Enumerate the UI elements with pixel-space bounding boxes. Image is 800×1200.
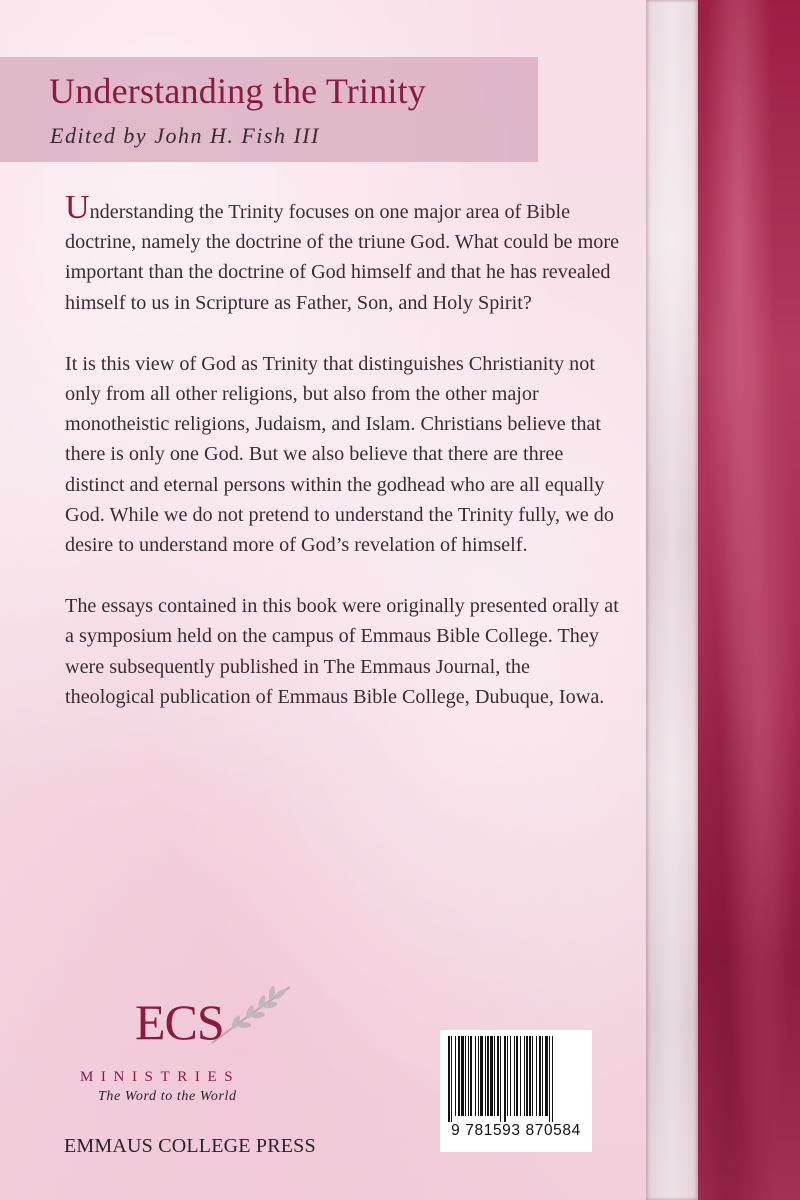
- blurb-paragraph-3: The essays contained in this book were originally presented orally at a symposium held on the campus of Emmaus Bible College. They were subsequently published in The Emmaus Journal, the theological publication of Emmaus Bible College, Dubuque, Iowa.: [65, 595, 619, 708]
- barcode-bar: [536, 1036, 537, 1116]
- barcode-bar: [480, 1036, 483, 1116]
- barcode-bar: [545, 1036, 548, 1116]
- barcode-bar: [497, 1036, 499, 1116]
- spine-light-strip: [646, 0, 698, 1200]
- barcode-bar: [507, 1036, 508, 1116]
- barcode-bar: [552, 1036, 553, 1122]
- isbn-digits: 9 781593 870584: [451, 1122, 581, 1139]
- barcode-bar: [494, 1036, 495, 1116]
- barcode-bar: [529, 1036, 531, 1116]
- drop-cap: U: [65, 189, 90, 226]
- barcode-bar: [532, 1036, 533, 1116]
- barcode-bar: [451, 1036, 452, 1122]
- barcode-bar: [487, 1036, 489, 1116]
- logo-tagline: The Word to the World: [98, 1089, 237, 1104]
- logo-ministries-text: MINISTRIES: [80, 1069, 241, 1085]
- barcode-bar: [485, 1036, 486, 1116]
- barcode-bar: [549, 1036, 550, 1122]
- barcode-bar: [465, 1036, 466, 1116]
- barcode-bar: [458, 1036, 460, 1116]
- blurb: [65, 189, 620, 743]
- book-title: Understanding the Trinity: [49, 71, 427, 111]
- barcode-bar: [510, 1036, 511, 1116]
- barcode-bar: [539, 1036, 541, 1116]
- publisher-name: EMMAUS COLLEGE PRESS: [64, 1135, 316, 1157]
- barcode-bar: [542, 1036, 543, 1116]
- barcode-bar: [461, 1036, 464, 1116]
- blurb-paragraph-1-text: nderstanding the Trinity focuses on one major area of Bible doctrine, namely the doctrine of the triune God. What could be more important than the doctrine of God himself and that he has revealed himself to us in Scripture as Father, Son, and Holy Spirit?: [65, 201, 620, 314]
- logo-ecs-text: ECS: [135, 994, 224, 1050]
- barcode-bars-icon: [448, 1036, 584, 1122]
- barcode-bar: [516, 1036, 518, 1116]
- barcode-bar: [504, 1036, 506, 1122]
- barcode-bar: [520, 1036, 521, 1116]
- spine-dark-strip: [698, 0, 800, 1200]
- barcode-bar: [500, 1036, 501, 1122]
- barcode-bar: [455, 1036, 456, 1116]
- book-editor: Edited by John H. Fish III: [50, 123, 320, 148]
- barcode-bar: [526, 1036, 528, 1116]
- isbn-barcode: [440, 1030, 592, 1152]
- blurb-paragraph-2: It is this view of God as Trinity that distinguishes Christianity not only from all other religions, but also from the other major monotheistic religions, Judaism, and Islam. Christians believe that there is only one God. But we also believe that there are three distinct and eternal persons within the godhead who are all equally God. While we do not pretend to understand the Trinity fully, we do desire to understand more of God’s revelation of himself.: [65, 352, 614, 557]
- barcode-bar: [478, 1036, 479, 1116]
- barcode-bar: [475, 1036, 476, 1116]
- barcode-bar: [524, 1036, 525, 1116]
- barcode-bar: [448, 1036, 450, 1122]
- barcode-bar: [468, 1036, 469, 1116]
- barcode-bar: [490, 1036, 493, 1116]
- ecs-ministries-logo: [80, 985, 310, 1105]
- blurb-paragraph-1: [65, 189, 620, 318]
- barcode-bar: [470, 1036, 472, 1116]
- barcode-bar: [514, 1036, 515, 1116]
